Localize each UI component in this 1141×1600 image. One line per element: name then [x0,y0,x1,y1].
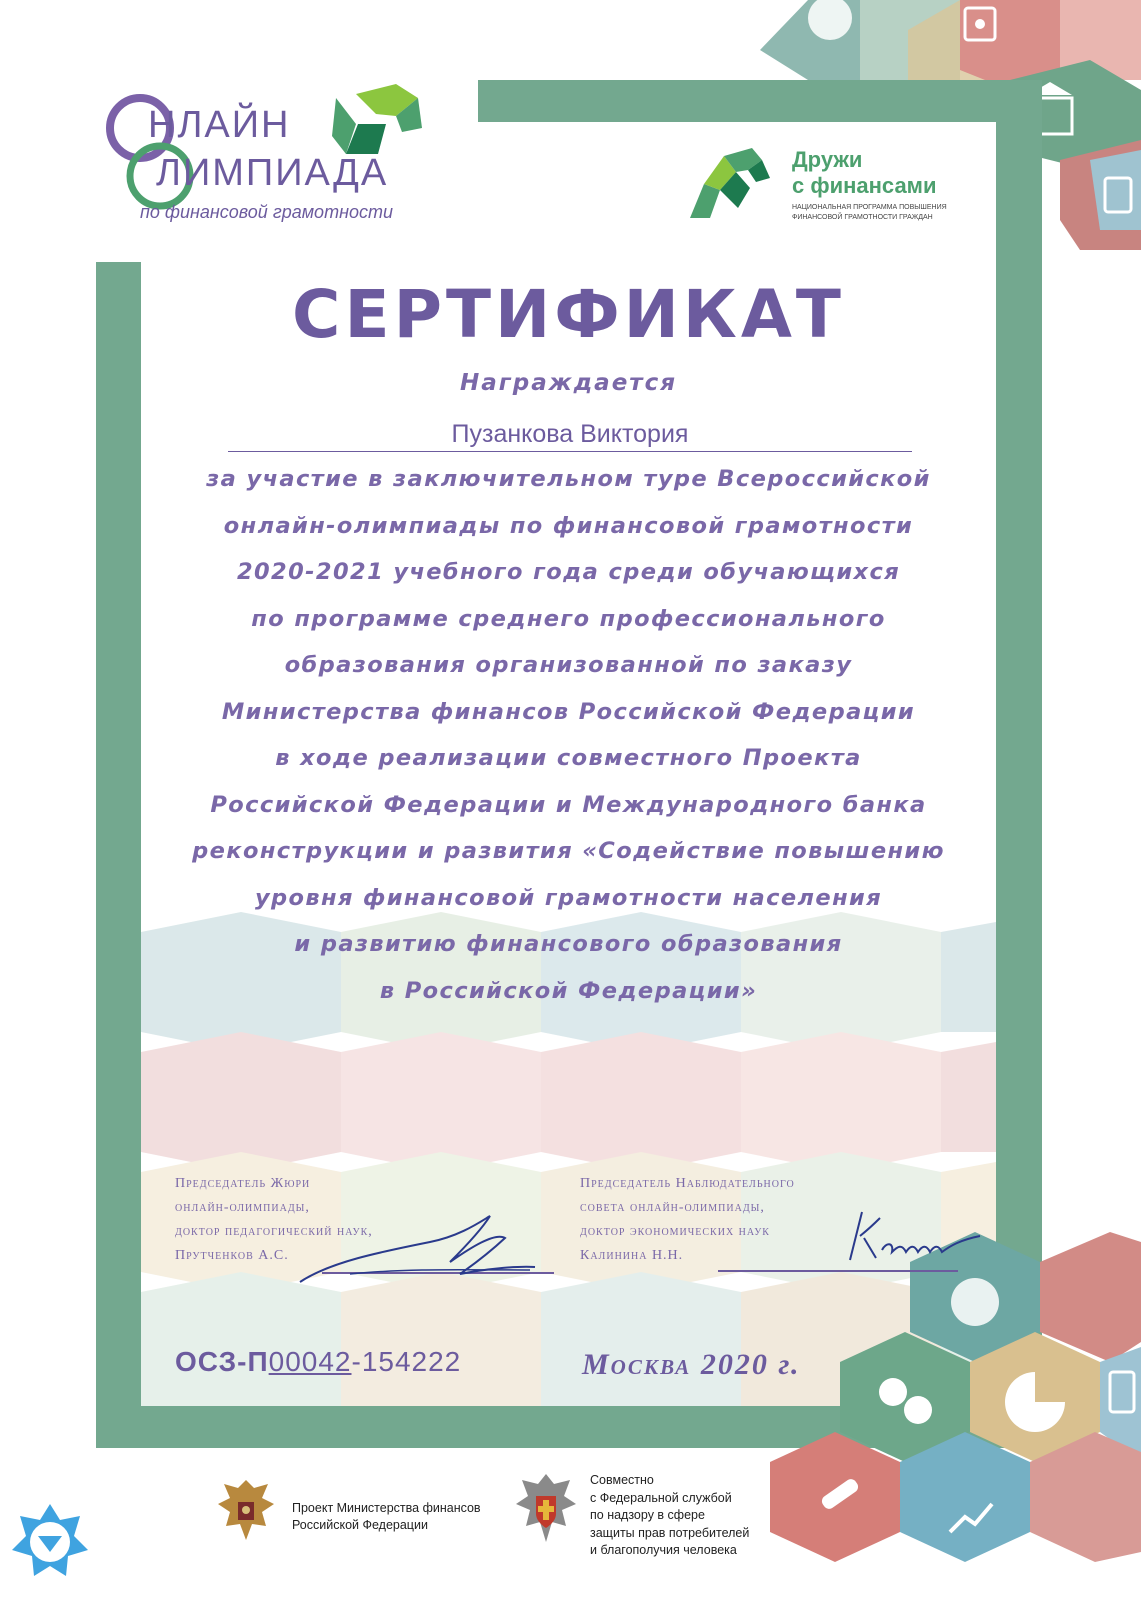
city-name: Москва [582,1348,692,1381]
body-line: образования организованной по заказу [284,652,853,678]
olympiad-logo-subtitle: по финансовой грамотности [140,202,393,222]
right-signatory-line: доктор экономических наук [580,1224,770,1239]
recipient-name: Пузанкова Виктория [228,420,912,452]
footer-partner-text [590,1472,749,1560]
partner-logo-line2: с финансами [792,173,937,198]
body-line: 2020-2021 учебного года среди обучающихся [236,559,901,585]
certificate-number-suffix: -154222 [351,1346,462,1377]
body-line: в ходе реализации совместного Проекта [275,745,862,771]
body-line: онлайн-олимпиады по финансовой грамотности [223,512,914,539]
right-signatory-line: Председатель Наблюдательного [580,1176,795,1191]
certificate-city-year [582,1348,801,1382]
footer-right-line: защиты прав потребителей [590,1525,750,1540]
right-signatory-line: совета онлайн-олимпиады, [580,1200,765,1215]
certificate-body [141,456,996,1014]
body-line: и развитию финансового образования [294,931,843,957]
partner-dog-logo-icon [690,148,780,220]
body-line: реконструкции и развития «Содействие повышению [192,838,945,864]
body-line: в Российской Федерации» [379,977,758,1004]
footer-right-line: Совместно [590,1473,654,1487]
certificate-number [175,1346,461,1378]
footer-left-line: Российской Федерации [292,1518,428,1532]
footer-right-line: и благополучия человека [590,1543,737,1557]
body-line: по программе среднего профессионального [251,605,886,632]
footer-right-line: с Федеральной службой [590,1490,732,1505]
right-handwritten-signature [830,1200,990,1274]
partner-logo-subtitle1: НАЦИОНАЛЬНАЯ ПРОГРАММА ПОВЫШЕНИЯ [792,204,947,211]
bottom-right-hex-decoration [770,1232,1141,1600]
left-signatory-line: доктор педагогический наук, [175,1224,373,1239]
certificate-number-prefix: ОСЗ-П [175,1346,269,1377]
partner-logo-subtitle2: ФИНАНСОВОЙ ГРАМОТНОСТИ ГРАЖДАН [792,214,933,221]
awarded-label: Награждается [459,370,678,396]
body-line: Российской Федерации и Международного банка [210,791,927,818]
footer-ministry-text [292,1500,481,1534]
body-line: Министерства финансов Российской Федерации [221,698,916,725]
left-signatory-line: Прутченков А.С. [175,1248,289,1263]
certificate-title: СЕРТИФИКАТ [292,276,845,353]
rospotrebnadzor-emblem-icon [510,1470,582,1554]
left-signatory-line: онлайн-олимпиады, [175,1200,310,1215]
partner-logo-line1: Дружи [792,147,863,172]
russian-eagle-emblem-icon [210,1474,282,1550]
right-signatory [580,1172,795,1268]
olympiad-logo-line2: ЛИМПИАДА [156,152,389,194]
certificate-number-id: 00042 [268,1346,352,1377]
body-line: уровня финансовой грамотности населения [254,884,883,911]
footer-left-line: Проект Министерства финансов [292,1501,481,1515]
right-signatory-line: Калинина Н.Н. [580,1248,684,1263]
olympiad-logo-line1: НЛАЙН [148,104,291,146]
footer-right-line: по надзору в сфере [590,1508,705,1522]
city-year: 2020 г. [700,1348,801,1381]
left-signatory-line: Председатель Жюри [175,1176,311,1191]
body-line: за участие в заключительном туре Всероссийской [206,466,931,492]
corner-star-badge-icon [8,1500,92,1588]
left-handwritten-signature [290,1212,540,1296]
